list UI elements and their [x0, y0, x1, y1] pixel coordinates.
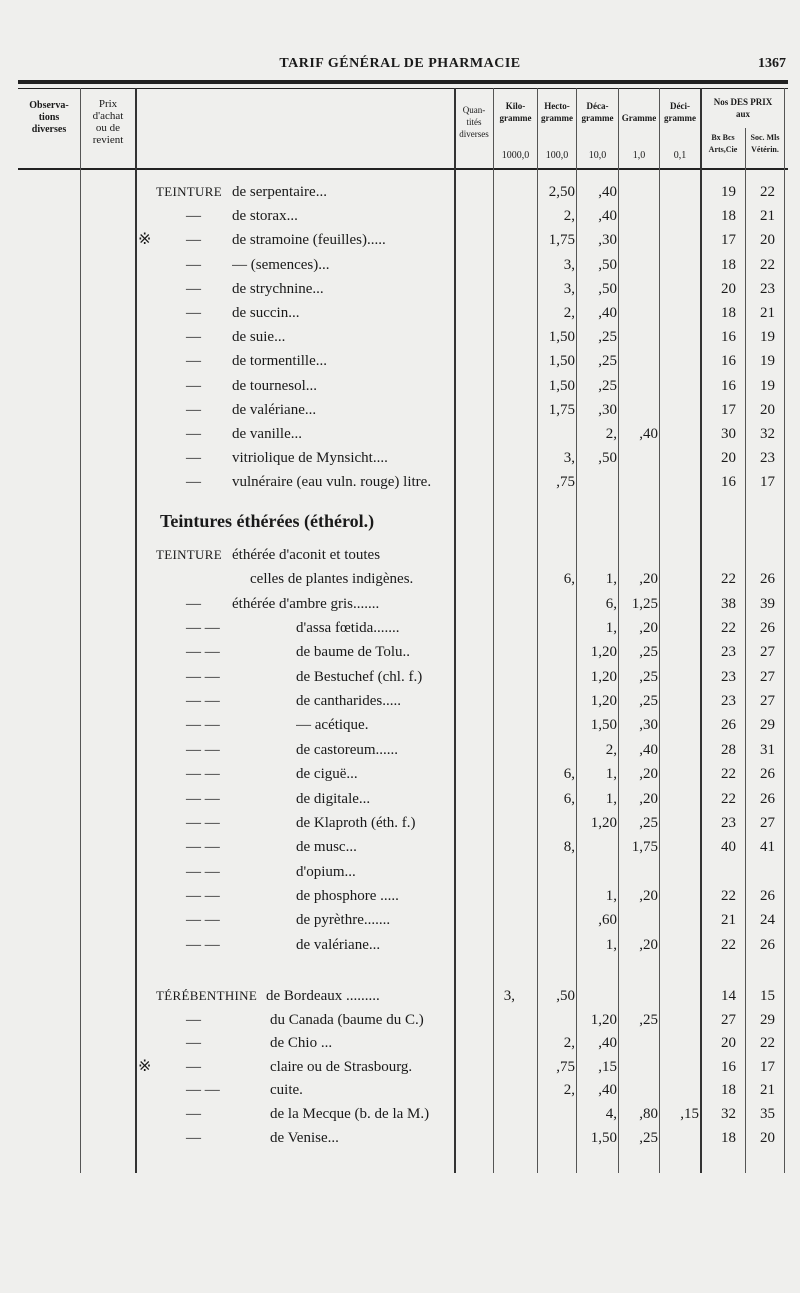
- cell-gr: ,20: [639, 620, 658, 637]
- row-prefix: —: [186, 280, 201, 297]
- row-prefix: TÉRÉBENTHINE: [156, 988, 258, 1003]
- row-prefix: —: [186, 474, 201, 491]
- cell-bx: 14: [721, 988, 736, 1004]
- cell-hecto: 1,75: [548, 232, 575, 249]
- cell-soc: 21: [760, 208, 775, 225]
- cell-deca: ,40: [598, 305, 617, 321]
- cell-soc: 24: [760, 912, 775, 929]
- row-prefix: — —: [186, 741, 220, 758]
- row-label: de Bordeaux .........: [266, 988, 380, 1004]
- table-row: [0, 325, 800, 349]
- row-label: de Klaproth (éth. f.): [296, 814, 416, 831]
- table-row: [0, 1008, 800, 1032]
- cell-hecto: 6,: [563, 571, 575, 588]
- cell-soc: 27: [760, 668, 775, 685]
- header-quantites: Quan- tités diverses: [459, 105, 489, 139]
- cell-bx: 16: [721, 329, 736, 346]
- cell-bx: 23: [721, 693, 736, 710]
- page-number: 1367: [758, 56, 786, 71]
- cell-deca: 2,: [605, 426, 617, 442]
- row-label: de cantharides.....: [296, 693, 401, 710]
- header-rule-bottom: [18, 168, 788, 170]
- table-row: [0, 349, 800, 373]
- cell-deca: ,60: [598, 912, 617, 929]
- row-prefix: — —: [186, 814, 220, 831]
- row-prefix: —: [186, 595, 201, 612]
- cell-bx: 16: [721, 1058, 736, 1075]
- row-prefix: —: [186, 305, 201, 321]
- header-deca-value: 10,0: [588, 150, 607, 161]
- row-prefix: —: [186, 208, 201, 225]
- cell-soc: 29: [760, 717, 775, 734]
- row-label: de digitale...: [296, 790, 371, 807]
- cell-deca: 4,: [605, 1106, 617, 1122]
- row-label: de ciguë...: [296, 766, 358, 783]
- table-row: [0, 1102, 800, 1126]
- cell-soc: 17: [760, 474, 775, 491]
- table-row: [0, 422, 800, 446]
- row-label: de baume de Tolu..: [296, 644, 411, 661]
- row-label: de castoreum......: [296, 741, 399, 758]
- cell-gr: ,40: [639, 741, 658, 758]
- header-hecto-value: 100,0: [545, 150, 569, 161]
- table-row: [0, 738, 800, 762]
- cell-soc: 26: [760, 766, 775, 783]
- header-prix-aux: Nos DES PRIX aux: [713, 97, 773, 119]
- header-gramme-value: 1,0: [632, 150, 646, 161]
- cell-bx: 22: [721, 936, 736, 953]
- cell-gr: ,20: [639, 887, 658, 904]
- table-row: [0, 713, 800, 737]
- cell-hecto: 1,50: [548, 377, 575, 394]
- cell-bx: 28: [721, 741, 736, 758]
- cell-deca: 1,50: [590, 1129, 617, 1146]
- cell-soc: 35: [760, 1106, 775, 1122]
- cell-bx: 18: [721, 1129, 736, 1146]
- row-label: d'assa fœtida.......: [296, 620, 400, 637]
- table-row: [0, 665, 800, 689]
- cell-deca: ,30: [598, 401, 617, 418]
- row-label: de musc...: [296, 839, 357, 856]
- row-prefix: —: [186, 1129, 201, 1146]
- row-label: vitriolique de Mynsicht....: [232, 450, 388, 467]
- row-prefix: — —: [186, 644, 220, 661]
- cell-bx: 22: [721, 571, 736, 588]
- header-hecto: Hecto- gramme: [541, 101, 573, 123]
- row-label: du Canada (baume du C.): [270, 1011, 424, 1028]
- cell-soc: 23: [760, 280, 775, 297]
- table-row: [0, 228, 800, 252]
- cell-deca: 1,20: [590, 668, 617, 685]
- cell-soc: 20: [760, 232, 775, 249]
- cell-gr: ,25: [639, 1129, 658, 1146]
- cell-bx: 22: [721, 887, 736, 904]
- cell-deca: ,25: [598, 377, 617, 394]
- cell-soc: 27: [760, 644, 775, 661]
- cell-bx: 22: [721, 790, 736, 807]
- row-label: de phosphore .....: [296, 887, 399, 904]
- row-label: de valériane...: [232, 401, 317, 418]
- cell-gr: ,25: [639, 693, 658, 710]
- row-prefix: TEINTURE: [156, 547, 222, 562]
- cell-bx: 32: [721, 1106, 736, 1122]
- row-prefix: —: [186, 232, 201, 249]
- row-prefix: —: [186, 401, 201, 418]
- cell-soc: 19: [760, 377, 775, 394]
- row-label: de pyrèthre.......: [296, 912, 391, 929]
- top-rule: [18, 80, 788, 84]
- cell-deca: 1,20: [590, 1011, 617, 1028]
- cell-deca: 1,: [605, 936, 617, 953]
- table-row: [0, 204, 800, 228]
- table-row: [0, 984, 800, 1008]
- table-row: [0, 908, 800, 932]
- cell-deca: ,30: [598, 232, 617, 249]
- table-row: [0, 1126, 800, 1150]
- table-row: [0, 689, 800, 713]
- cell-soc: 22: [760, 184, 775, 200]
- cell-bx: 30: [721, 426, 736, 442]
- row-prefix: —: [186, 1011, 201, 1028]
- row-prefix: —: [186, 1106, 201, 1122]
- cell-soc: 26: [760, 936, 775, 953]
- row-mark: ※: [138, 1057, 152, 1075]
- row-label: celles de plantes indigènes.: [250, 571, 414, 588]
- cell-bx: 22: [721, 620, 736, 637]
- row-label: de succin...: [232, 305, 300, 321]
- row-prefix: — —: [186, 912, 220, 929]
- row-label: de valériane...: [296, 936, 381, 953]
- cell-soc: 17: [760, 1058, 775, 1075]
- row-prefix: —: [186, 256, 201, 273]
- cell-soc: 27: [760, 814, 775, 831]
- cell-soc: 26: [760, 620, 775, 637]
- table-row: [0, 446, 800, 470]
- row-label: de la Mecque (b. de la M.): [270, 1106, 430, 1122]
- cell-hecto: 3,: [563, 450, 575, 467]
- row-prefix: — —: [186, 620, 220, 637]
- cell-hecto: ,75: [556, 1058, 575, 1075]
- table-row: [0, 543, 800, 567]
- cell-soc: 20: [760, 1129, 775, 1146]
- row-prefix: — —: [186, 717, 220, 734]
- cell-deca: ,40: [598, 1082, 617, 1099]
- header-rule-thin: [18, 88, 788, 89]
- table-row: [0, 616, 800, 640]
- row-prefix: —: [186, 426, 201, 442]
- cell-soc: 26: [760, 790, 775, 807]
- table-row: [0, 1078, 800, 1102]
- cell-bx: 18: [721, 1082, 736, 1099]
- cell-hecto: 1,50: [548, 329, 575, 346]
- cell-deca: 1,: [605, 887, 617, 904]
- table-row: [0, 592, 800, 616]
- row-label: de strychnine...: [232, 280, 324, 297]
- cell-q: 3,: [503, 988, 515, 1004]
- row-label: éthérée d'aconit et toutes: [232, 547, 381, 563]
- row-label: de storax...: [232, 208, 298, 225]
- cell-hecto: 3,: [563, 280, 575, 297]
- cell-gr: ,20: [639, 790, 658, 807]
- cell-hecto: 1,75: [548, 401, 575, 418]
- cell-bx: 19: [721, 184, 736, 200]
- cell-hecto: 2,: [563, 208, 575, 225]
- row-prefix: — —: [186, 668, 220, 685]
- cell-hecto: 3,: [563, 256, 575, 273]
- cell-soc: 21: [760, 1082, 775, 1099]
- cell-bx: 17: [721, 401, 736, 418]
- row-label: de suie...: [232, 329, 286, 346]
- cell-deca: 1,50: [590, 717, 617, 734]
- row-label: de Chio ...: [270, 1035, 333, 1052]
- cell-bx: 17: [721, 232, 736, 249]
- cell-bx: 23: [721, 668, 736, 685]
- row-label: cuite.: [270, 1082, 303, 1099]
- table-row: [0, 301, 800, 325]
- table-row: [0, 762, 800, 786]
- cell-hecto: 2,: [563, 305, 575, 321]
- cell-deca: ,40: [598, 184, 617, 200]
- row-prefix: — —: [186, 693, 220, 710]
- cell-soc: 21: [760, 305, 775, 321]
- cell-soc: 19: [760, 353, 775, 370]
- cell-bx: 21: [721, 912, 736, 929]
- table-row: [0, 374, 800, 398]
- cell-soc: 27: [760, 693, 775, 710]
- cell-bx: 16: [721, 353, 736, 370]
- row-label: de serpentaire...: [232, 184, 327, 200]
- cell-deca: 1,20: [590, 693, 617, 710]
- row-label: de Bestuchef (chl. f.): [296, 668, 423, 685]
- cell-bx: 27: [721, 1011, 736, 1028]
- row-label: de tormentille...: [232, 353, 327, 370]
- cell-deca: ,50: [598, 450, 617, 467]
- cell-soc: 19: [760, 329, 775, 346]
- row-label: de stramoine (feuilles).....: [232, 232, 386, 249]
- cell-deci: ,15: [680, 1106, 699, 1122]
- row-prefix: —: [186, 353, 201, 370]
- row-label: — acétique.: [296, 717, 369, 734]
- cell-gr: ,25: [639, 668, 658, 685]
- cell-hecto: 2,50: [548, 184, 575, 200]
- cell-hecto: 2,: [563, 1082, 575, 1099]
- cell-bx: 40: [721, 839, 736, 856]
- row-label: de vanille...: [232, 426, 302, 442]
- cell-gr: ,25: [639, 814, 658, 831]
- row-prefix: —: [186, 377, 201, 394]
- row-label: éthérée d'ambre gris.......: [232, 595, 380, 612]
- row-prefix: TEINTURE: [156, 184, 222, 199]
- cell-bx: 18: [721, 305, 736, 321]
- header-deci-value: 0,1: [673, 150, 687, 161]
- cell-bx: 23: [721, 814, 736, 831]
- table-row: [0, 933, 800, 957]
- header-deca: Déca- gramme: [581, 101, 614, 123]
- cell-soc: 26: [760, 571, 775, 588]
- cell-gr: 1,75: [631, 839, 658, 856]
- cell-soc: 39: [760, 595, 775, 612]
- cell-bx: 16: [721, 474, 736, 491]
- header-bx-arts: Bx Bcs Arts,Cie: [708, 133, 738, 154]
- header-soc-veterin: Soc. Mls Vétérin.: [750, 133, 780, 154]
- cell-bx: 20: [721, 1035, 736, 1052]
- cell-hecto: 1,50: [548, 353, 575, 370]
- table-row: [0, 884, 800, 908]
- row-prefix: —: [186, 1058, 201, 1075]
- cell-bx: 20: [721, 280, 736, 297]
- cell-bx: 20: [721, 450, 736, 467]
- header-gramme: Gramme: [621, 113, 657, 123]
- cell-hecto: ,75: [556, 474, 575, 491]
- table-row: [0, 470, 800, 494]
- row-prefix: —: [186, 329, 201, 346]
- cell-gr: ,20: [639, 936, 658, 953]
- table-row: [0, 1031, 800, 1055]
- row-mark: ※: [138, 231, 152, 249]
- cell-soc: 15: [760, 988, 775, 1004]
- cell-deca: 1,: [605, 620, 617, 637]
- row-prefix: — —: [186, 790, 220, 807]
- row-label: de tournesol...: [232, 377, 317, 394]
- cell-deca: 1,20: [590, 814, 617, 831]
- cell-bx: 16: [721, 377, 736, 394]
- cell-deca: ,25: [598, 353, 617, 370]
- row-label: claire ou de Strasbourg.: [270, 1058, 413, 1075]
- section-title: Teintures éthérées (éthérol.): [160, 511, 375, 531]
- table-row: [0, 835, 800, 859]
- table-row: [0, 811, 800, 835]
- table-row: [0, 567, 800, 591]
- row-label: de Venise...: [270, 1129, 339, 1146]
- cell-gr: ,20: [639, 766, 658, 783]
- header-prix-achat: Prix d'achat ou de revient: [92, 98, 124, 146]
- table-row: [0, 180, 800, 204]
- cell-deca: 2,: [605, 741, 617, 758]
- row-label: — (semences)...: [232, 256, 330, 273]
- cell-bx: 18: [721, 256, 736, 273]
- header-deci: Déci- gramme: [664, 101, 696, 123]
- cell-soc: 32: [760, 426, 775, 442]
- cell-deca: ,40: [598, 1035, 617, 1052]
- cell-soc: 29: [760, 1011, 775, 1028]
- cell-deca: 1,: [605, 571, 617, 588]
- table-row: [0, 1055, 800, 1079]
- table-row: [0, 787, 800, 811]
- header-kilo: Kilo- gramme: [499, 101, 532, 123]
- cell-soc: 26: [760, 887, 775, 904]
- cell-soc: 22: [760, 256, 775, 273]
- cell-deca: 1,: [605, 790, 617, 807]
- row-prefix: — —: [186, 887, 220, 904]
- table-row: [0, 277, 800, 301]
- cell-bx: 26: [721, 717, 736, 734]
- cell-gr: ,25: [639, 1011, 658, 1028]
- table-row: [0, 640, 800, 664]
- cell-bx: 18: [721, 208, 736, 225]
- cell-bx: 23: [721, 644, 736, 661]
- cell-gr: ,30: [639, 717, 658, 734]
- cell-gr: ,40: [639, 426, 658, 442]
- cell-soc: 41: [760, 839, 775, 856]
- cell-soc: 31: [760, 741, 775, 758]
- header-kilo-value: 1000,0: [501, 150, 530, 161]
- cell-bx: 38: [721, 595, 736, 612]
- cell-gr: ,80: [639, 1106, 658, 1122]
- cell-soc: 20: [760, 401, 775, 418]
- cell-deca: 6,: [605, 595, 617, 612]
- cell-deca: 1,20: [590, 644, 617, 661]
- cell-hecto: 8,: [563, 839, 575, 856]
- header-observations: Observa- tions diverses: [29, 100, 69, 135]
- cell-deca: ,25: [598, 329, 617, 346]
- table-row: [0, 253, 800, 277]
- cell-kilo: ,50: [556, 988, 575, 1004]
- cell-soc: 23: [760, 450, 775, 467]
- row-label: d'opium...: [296, 863, 356, 880]
- cell-gr: ,20: [639, 571, 658, 588]
- cell-gr: ,25: [639, 644, 658, 661]
- row-prefix: — —: [186, 863, 220, 880]
- cell-soc: 22: [760, 1035, 775, 1052]
- page-title: TARIF GÉNÉRAL DE PHARMACIE: [279, 56, 521, 71]
- row-prefix: — —: [186, 936, 220, 953]
- row-prefix: — —: [186, 1082, 220, 1099]
- table-row: [0, 398, 800, 422]
- cell-bx: 22: [721, 766, 736, 783]
- cell-deca: ,50: [598, 280, 617, 297]
- row-label: vulnéraire (eau vuln. rouge) litre.: [232, 474, 432, 491]
- cell-deca: ,40: [598, 208, 617, 225]
- cell-hecto: 2,: [563, 1035, 575, 1052]
- cell-deca: ,15: [598, 1058, 617, 1075]
- cell-gr: 1,25: [631, 595, 658, 612]
- table-row: [0, 860, 800, 884]
- row-prefix: —: [186, 1035, 201, 1052]
- cell-hecto: 6,: [563, 766, 575, 783]
- cell-deca: 1,: [605, 766, 617, 783]
- row-prefix: — —: [186, 839, 220, 856]
- row-prefix: —: [186, 450, 201, 467]
- cell-deca: ,50: [598, 256, 617, 273]
- cell-hecto: 6,: [563, 790, 575, 807]
- row-prefix: — —: [186, 766, 220, 783]
